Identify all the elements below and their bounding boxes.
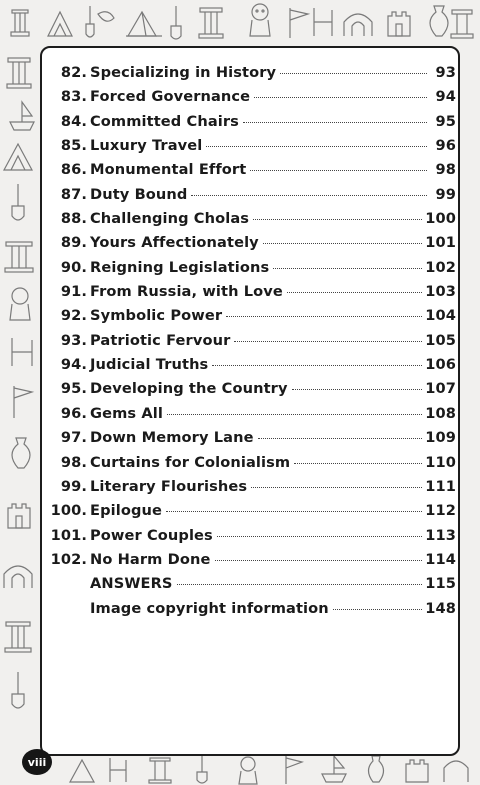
dot-leader	[251, 487, 422, 488]
toc-entry-number: 83.	[60, 88, 87, 106]
dot-leader	[263, 243, 422, 244]
pyramid-icon	[70, 760, 94, 782]
toc-entry-page: 94	[435, 88, 456, 106]
arch-icon	[344, 14, 372, 36]
toc-entry	[48, 551, 456, 575]
toc-entry-page: 96	[435, 137, 456, 155]
pillar-icon	[5, 242, 33, 272]
toc-entry	[48, 454, 456, 478]
toc-entry	[48, 307, 456, 331]
toc-entry-title: Literary Flourishes	[90, 477, 248, 495]
toc-entry-page: 95	[435, 112, 456, 130]
dot-leader	[243, 122, 427, 123]
toc-entry-number: 94.	[60, 356, 87, 374]
vase-icon	[12, 438, 30, 468]
pillar-icon	[11, 10, 29, 36]
toc-entry-number: 96.	[60, 404, 87, 422]
toc-entry-title: Developing the Country	[90, 380, 288, 398]
toc-entry-title: Patriotic Fervour	[90, 331, 231, 349]
toc-entry	[48, 64, 456, 88]
toc-entry-page: 99	[435, 185, 456, 203]
toc-entry-page: 103	[425, 283, 456, 301]
toc-entry-title: Gems All	[90, 404, 163, 422]
castle-icon	[8, 504, 30, 528]
toc-entry-title: Image copyright information	[90, 599, 329, 617]
toc-entry-title: Judicial Truths	[90, 356, 209, 374]
toc-entry-title: Yours Affectionately	[90, 234, 259, 252]
toc-entry-title: Symbolic Power	[90, 307, 223, 325]
shovel-icon	[12, 184, 24, 220]
toc-entry-number: 88.	[60, 210, 87, 228]
toc-entry-page: 109	[425, 429, 456, 447]
dot-leader	[166, 511, 422, 512]
toc-entry	[48, 283, 456, 307]
toc-entry	[48, 478, 456, 502]
toc-entry-title: Down Memory Lane	[90, 429, 254, 447]
toc-entry-number: 95.	[60, 380, 87, 398]
dot-leader	[226, 316, 422, 317]
ship-icon	[10, 102, 34, 130]
toc-entry-page: 93	[435, 64, 456, 81]
dot-leader	[253, 219, 422, 220]
flag-icon	[290, 8, 308, 38]
toc-entry-page: 110	[425, 453, 456, 471]
toc-entry-page: 102	[425, 258, 456, 276]
toc-entry-number: 102.	[50, 550, 87, 568]
toc-entry-title: Forced Governance	[90, 88, 251, 106]
toc-entry-title: Challenging Cholas	[90, 210, 250, 228]
toc-entry	[48, 405, 456, 429]
flag-icon	[286, 756, 302, 784]
statue-icon	[250, 4, 270, 36]
toc-entry-number: 97.	[60, 429, 87, 447]
pyramid-icon	[48, 12, 72, 36]
pyramid-icon	[126, 12, 162, 36]
pillar-icon	[199, 8, 223, 38]
toc-entry-number: 90.	[60, 258, 87, 276]
toc-entry-number: 101.	[50, 526, 87, 544]
dot-leader	[206, 146, 427, 147]
toc-entry-number: 89.	[60, 234, 87, 252]
statue-icon	[239, 757, 257, 784]
chair-icon	[314, 8, 332, 36]
toc-entry-page: 100	[425, 210, 456, 228]
dot-leader	[250, 170, 427, 171]
toc-entry	[48, 161, 456, 185]
dot-leader	[254, 97, 427, 98]
toc-entry-page: 105	[425, 331, 456, 349]
dot-leader	[177, 584, 423, 585]
toc-entry-page: 106	[425, 356, 456, 374]
toc-entry-title: Power Couples	[90, 526, 213, 544]
toc-entry-number: 93.	[60, 331, 87, 349]
toc-entry-title: From Russia, with Love	[90, 283, 283, 301]
toc-entry-title: Reigning Legislations	[90, 258, 270, 276]
table-of-contents	[48, 64, 456, 624]
shovel-icon	[197, 756, 207, 783]
vase-icon	[369, 756, 384, 782]
pillar-icon	[451, 10, 473, 38]
toc-entry-page: 98	[435, 161, 456, 179]
castle-icon	[388, 12, 410, 36]
toc-entry	[48, 429, 456, 453]
toc-entry-title: Monumental Effort	[90, 161, 247, 179]
arch-icon	[4, 566, 32, 588]
shovel-icon	[12, 672, 24, 708]
ship-icon	[322, 756, 346, 782]
toc-entry-page: 113	[425, 526, 456, 544]
toc-entry	[48, 600, 456, 624]
toc-entry-number: 98.	[60, 453, 87, 471]
toc-entry	[48, 356, 456, 380]
toc-entry-number: 82.	[60, 64, 87, 81]
toc-entry-page: 115	[425, 575, 456, 593]
toc-entry-number: 84.	[60, 112, 87, 130]
dot-leader	[215, 560, 423, 561]
shovel-icon	[86, 6, 114, 37]
toc-entry-page: 108	[425, 404, 456, 422]
pillar-icon	[149, 758, 171, 783]
dot-leader	[287, 292, 422, 293]
pillar-icon	[5, 622, 31, 652]
toc-entry-title: Specializing in History	[90, 64, 277, 81]
page-number-badge: viii	[22, 749, 52, 775]
toc-entry	[48, 502, 456, 526]
toc-entry	[48, 575, 456, 599]
toc-entry-number: 86.	[60, 161, 87, 179]
chair-icon	[12, 338, 32, 366]
toc-entry-title: Luxury Travel	[90, 137, 203, 155]
chair-icon	[110, 758, 126, 782]
arch-icon	[444, 761, 468, 782]
dot-leader	[294, 463, 422, 464]
toc-entry-number: 100.	[50, 502, 87, 520]
toc-entry-page: 114	[425, 550, 456, 568]
toc-entry-number: 99.	[60, 477, 87, 495]
toc-entry	[48, 88, 456, 112]
toc-entry-title: ANSWERS	[90, 575, 173, 593]
toc-entry-title: Committed Chairs	[90, 112, 239, 130]
dot-leader	[212, 365, 422, 366]
dot-leader	[333, 609, 422, 610]
dot-leader	[258, 438, 423, 439]
statue-icon	[10, 288, 30, 320]
dot-leader	[167, 414, 422, 415]
toc-entry-page: 111	[425, 477, 456, 495]
toc-entry-number: 85.	[60, 137, 87, 155]
toc-entry-number: 91.	[60, 283, 87, 301]
dot-leader	[234, 341, 422, 342]
toc-entry	[48, 527, 456, 551]
toc-entry	[48, 259, 456, 283]
toc-entry	[48, 332, 456, 356]
toc-entry-number: 87.	[60, 185, 87, 203]
toc-entry-title: Curtains for Colonialism	[90, 453, 291, 471]
toc-entry	[48, 186, 456, 210]
dot-leader	[273, 268, 422, 269]
toc-entry-title: Duty Bound	[90, 185, 188, 203]
toc-entry-title: No Harm Done	[90, 550, 211, 568]
vase-icon	[430, 6, 448, 36]
toc-entry-page: 112	[425, 502, 456, 520]
dot-leader	[191, 195, 427, 196]
shovel-icon	[171, 6, 181, 39]
flag-icon	[14, 386, 32, 418]
castle-icon	[406, 760, 428, 782]
pillar-icon	[7, 58, 31, 88]
dot-leader	[292, 389, 423, 390]
toc-entry-page: 148	[425, 599, 456, 617]
toc-entry-page: 104	[425, 307, 456, 325]
toc-entry	[48, 113, 456, 137]
toc-entry-number: 92.	[60, 307, 87, 325]
dot-leader	[280, 73, 427, 74]
toc-entry	[48, 380, 456, 404]
toc-entry-page: 101	[425, 234, 456, 252]
toc-entry	[48, 137, 456, 161]
toc-entry-page: 107	[425, 380, 456, 398]
toc-entry-title: Epilogue	[90, 502, 162, 520]
toc-entry	[48, 234, 456, 258]
dot-leader	[217, 536, 422, 537]
toc-entry	[48, 210, 456, 234]
pyramid-icon	[4, 144, 32, 170]
